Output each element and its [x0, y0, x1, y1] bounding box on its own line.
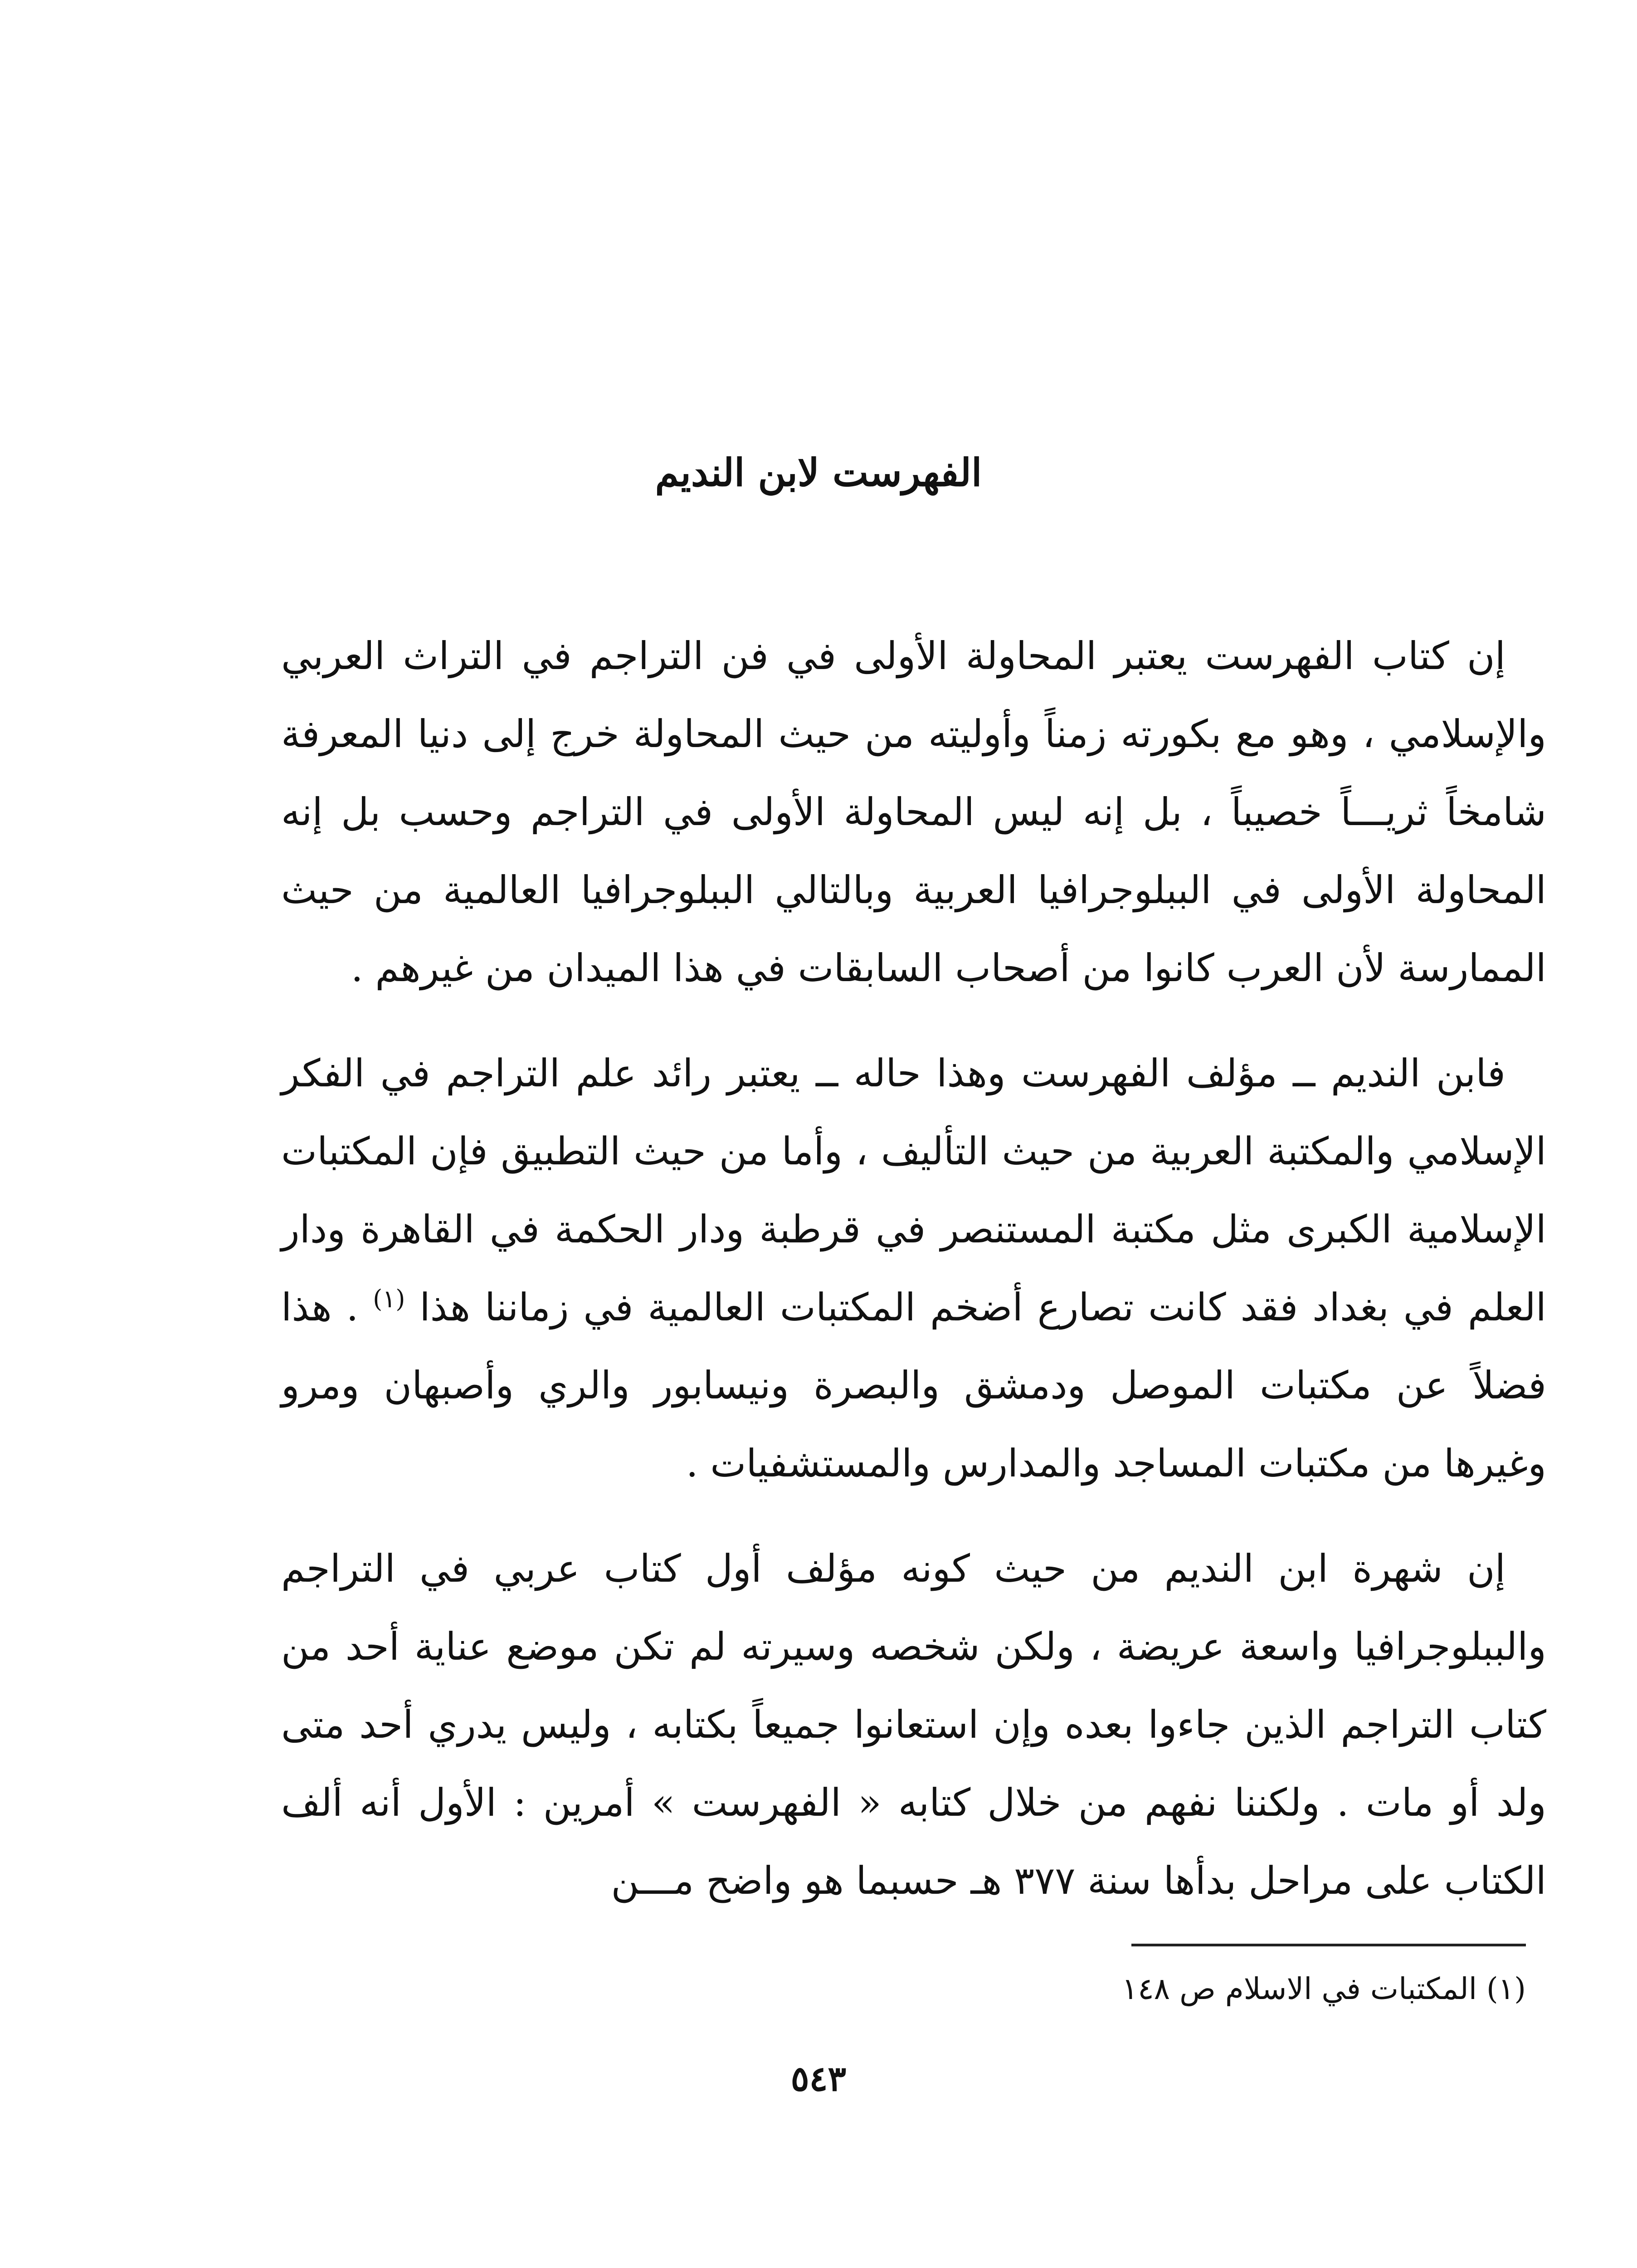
footnote: (١) المكتبات في الاسلام ص ١٤٨ — [1121, 1971, 1526, 2006]
page-number: ٥٤٣ — [790, 2058, 847, 2099]
paragraph-3: إن شهرة ابن النديم من حيث كونه مؤلف أول كتاب عربي في التراجم والببلوجرافيا واسعة عريضة ، ولكن شخصه وسيرته لم تكن موضع عناية أحد من كتاب التراجم الذين جاءوا بعده وإن استعانوا جميعاً بكتابه ، وليس يدري أحد متى ولد أو مات . ولكننا نفهم من خلال كتابه « الفهرست » أمرين : الأول أنه ألف الكتاب على مراحل بدأها سنة ٣٧٧ هـ حسبما هو واضح مـــن — [281, 1546, 1546, 1903]
paragraph-2 — [281, 1034, 1546, 1502]
chapter-title: الفهرست لابن النديم — [655, 450, 982, 495]
footnote-divider — [1131, 1944, 1526, 1946]
footnote-reference: (١) — [373, 1285, 405, 1313]
paragraph-2-text-before-ref: فابن النديم ــ مؤلف الفهرست وهذا حاله ــ يعتبر رائد علم التراجم في الفكر الإسلامي والمكتبة العربية من حيث التأليف ، وأما من حيث التطبيق فإن المكتبات الإسلامية الكبرى مثل مكتبة المستنصر في قرطبة ودار الحكمة في القاهرة ودار العلم في بغداد فقد كانت تصارع أضخم المكتبات العالمية في زماننا هذا — [281, 1051, 1547, 1330]
paragraph-2-text-after-ref: . هذا فضلاً عن مكتبات الموصل ودمشق والبصرة ونيسابور والري وأصبهان ومرو وغيرها من مكتبات المساجد والمدارس والمستشفيات . — [281, 1285, 1546, 1486]
paragraph-1: إن كتاب الفهرست يعتبر المحاولة الأولى في فن التراجم في التراث العربي والإسلامي ، وهو مع بكورته زمناً وأوليته من حيث المحاولة خرج إلى دنيا المعرفة شامخاً ثريـــاً خصيباً ، بل إنه ليس المحاولة الأولى في التراجم وحسب بل إنه المحاولة الأولى في الببلوجرافيا العربية وبالتالي الببلوجرافيا العالمية من حيث الممارسة لأن العرب كانوا من أصحاب السابقات في هذا الميدان من غيرهم . — [281, 634, 1546, 990]
body-text — [281, 617, 1546, 1947]
